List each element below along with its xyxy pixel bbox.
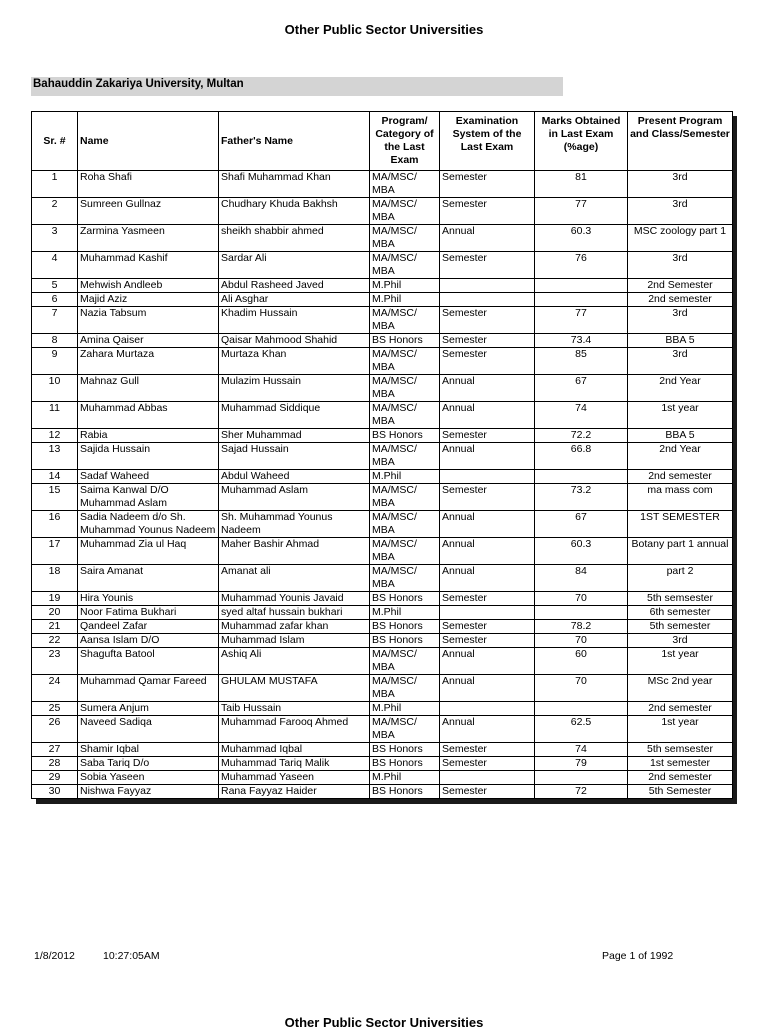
cell-program: BS Honors [370,634,440,648]
table-row [32,511,733,538]
cell-program: M.Phil [370,293,440,307]
table-row [32,538,733,565]
table-row [32,279,733,293]
cell-name: Amina Qaiser [78,334,219,348]
cell-exam-system: Semester [440,171,535,198]
cell-name: Naveed Sadiqa [78,716,219,743]
table-row [32,198,733,225]
cell-present-program: 2nd semester [628,702,733,716]
cell-father-name: Muhammad Siddique [219,402,370,429]
cell-sr: 9 [32,348,78,375]
cell-program: MA/MSC/ MBA [370,716,440,743]
cell-marks: 76 [535,252,628,279]
cell-sr: 21 [32,620,78,634]
table-row [32,443,733,470]
cell-exam-system: Annual [440,375,535,402]
cell-father-name: GHULAM MUSTAFA [219,675,370,702]
cell-name: Muhammad Zia ul Haq [78,538,219,565]
cell-name: Aansa Islam D/O [78,634,219,648]
cell-exam-system: Semester [440,252,535,279]
cell-program: MA/MSC/ MBA [370,252,440,279]
cell-sr: 15 [32,484,78,511]
cell-program: M.Phil [370,702,440,716]
table-row [32,648,733,675]
cell-father-name: Taib Hussain [219,702,370,716]
cell-sr: 26 [32,716,78,743]
cell-marks: 62.5 [535,716,628,743]
cell-sr: 2 [32,198,78,225]
table-row [32,702,733,716]
cell-marks [535,470,628,484]
cell-program: BS Honors [370,757,440,771]
cell-exam-system: Annual [440,716,535,743]
cell-sr: 3 [32,225,78,252]
cell-exam-system: Annual [440,511,535,538]
table-row [32,470,733,484]
header-father-name: Father's Name [219,112,370,171]
cell-program: MA/MSC/ MBA [370,225,440,252]
cell-present-program: 3rd [628,198,733,225]
cell-name: Muhammad Abbas [78,402,219,429]
cell-marks: 70 [535,675,628,702]
cell-marks: 74 [535,402,628,429]
table-row [32,293,733,307]
cell-name: Shagufta Batool [78,648,219,675]
cell-program: MA/MSC/ MBA [370,402,440,429]
cell-marks [535,771,628,785]
header-marks: Marks Obtained in Last Exam (%age) [535,112,628,171]
cell-sr: 1 [32,171,78,198]
cell-exam-system [440,293,535,307]
cell-father-name: Ashiq Ali [219,648,370,675]
cell-program: M.Phil [370,470,440,484]
cell-marks: 78.2 [535,620,628,634]
next-page-title: Other Public Sector Universities [284,1015,484,1030]
cell-exam-system [440,702,535,716]
cell-exam-system: Semester [440,198,535,225]
cell-marks: 60 [535,648,628,675]
footer-page-number: Page 1 of 1992 [602,950,674,962]
cell-sr: 24 [32,675,78,702]
cell-marks: 77 [535,307,628,334]
cell-sr: 4 [32,252,78,279]
cell-present-program: 2nd Year [628,443,733,470]
cell-father-name: Mulazim Hussain [219,375,370,402]
footer-time: 10:27:05AM [103,950,160,962]
cell-present-program: BBA 5 [628,334,733,348]
cell-father-name: Ali Asghar [219,293,370,307]
table-row [32,565,733,592]
cell-marks: 66.8 [535,443,628,470]
cell-father-name: Sajad Hussain [219,443,370,470]
cell-marks: 67 [535,375,628,402]
table-row [32,307,733,334]
cell-name: Noor Fatima Bukhari [78,606,219,620]
cell-father-name: Murtaza Khan [219,348,370,375]
table-row [32,634,733,648]
cell-program: BS Honors [370,743,440,757]
cell-program: MA/MSC/ MBA [370,565,440,592]
cell-sr: 14 [32,470,78,484]
cell-name: Saira Amanat [78,565,219,592]
cell-name: Sumera Anjum [78,702,219,716]
cell-present-program: 3rd [628,348,733,375]
cell-father-name: Chudhary Khuda Bakhsh [219,198,370,225]
cell-program: BS Honors [370,334,440,348]
table-row [32,225,733,252]
cell-father-name: Muhammad Iqbal [219,743,370,757]
cell-exam-system: Semester [440,743,535,757]
cell-name: Hira Younis [78,592,219,606]
cell-program: MA/MSC/ MBA [370,198,440,225]
cell-sr: 30 [32,785,78,799]
cell-program: M.Phil [370,771,440,785]
cell-program: MA/MSC/ MBA [370,675,440,702]
cell-marks: 72 [535,785,628,799]
cell-father-name: sheikh shabbir ahmed [219,225,370,252]
students-table-wrapper [31,111,733,799]
cell-program: MA/MSC/ MBA [370,484,440,511]
cell-name: Muhammad Kashif [78,252,219,279]
cell-marks: 72.2 [535,429,628,443]
cell-present-program: 2nd semester [628,771,733,785]
cell-name: Roha Shafi [78,171,219,198]
cell-sr: 13 [32,443,78,470]
cell-present-program: part 2 [628,565,733,592]
cell-marks [535,293,628,307]
cell-sr: 17 [32,538,78,565]
cell-name: Sadaf Waheed [78,470,219,484]
cell-present-program: MSC zoology part 1 [628,225,733,252]
cell-father-name: Amanat ali [219,565,370,592]
cell-present-program: 3rd [628,634,733,648]
cell-present-program: 2nd semester [628,470,733,484]
cell-present-program: 3rd [628,307,733,334]
cell-name: Zahara Murtaza [78,348,219,375]
table-row [32,743,733,757]
table-row [32,606,733,620]
cell-program: MA/MSC/ MBA [370,648,440,675]
cell-exam-system: Semester [440,334,535,348]
footer-date: 1/8/2012 [34,950,75,962]
table-row [32,716,733,743]
cell-marks: 77 [535,198,628,225]
cell-present-program: 5th semester [628,620,733,634]
table-row [32,429,733,443]
cell-exam-system: Semester [440,484,535,511]
table-row [32,785,733,799]
cell-exam-system: Semester [440,348,535,375]
cell-name: Muhammad Qamar Fareed [78,675,219,702]
cell-name: Nazia Tabsum [78,307,219,334]
cell-program: MA/MSC/ MBA [370,375,440,402]
cell-marks: 67 [535,511,628,538]
cell-present-program: 2nd semester [628,293,733,307]
students-table [31,111,733,799]
cell-father-name: Muhammad Yaseen [219,771,370,785]
cell-exam-system: Semester [440,592,535,606]
cell-marks [535,606,628,620]
table-body [32,171,733,799]
cell-name: Majid Aziz [78,293,219,307]
cell-program: BS Honors [370,785,440,799]
header-name: Name [78,112,219,171]
cell-present-program: ma mass com [628,484,733,511]
cell-exam-system [440,279,535,293]
table-row [32,375,733,402]
cell-father-name: Abdul Rasheed Javed [219,279,370,293]
cell-father-name: Shafi Muhammad Khan [219,171,370,198]
cell-present-program: 2nd Semester [628,279,733,293]
cell-father-name: Abdul Waheed [219,470,370,484]
cell-present-program: 3rd [628,252,733,279]
cell-sr: 23 [32,648,78,675]
cell-name: Saima Kanwal D/O Muhammad Aslam [78,484,219,511]
cell-present-program: 1st year [628,402,733,429]
cell-marks: 79 [535,757,628,771]
cell-exam-system: Semester [440,307,535,334]
cell-name: Sobia Yaseen [78,771,219,785]
cell-program: MA/MSC/ MBA [370,538,440,565]
cell-sr: 12 [32,429,78,443]
cell-sr: 27 [32,743,78,757]
cell-exam-system [440,470,535,484]
cell-present-program: MSc 2nd year [628,675,733,702]
cell-sr: 11 [32,402,78,429]
table-row [32,334,733,348]
cell-marks: 84 [535,565,628,592]
cell-exam-system: Semester [440,757,535,771]
cell-exam-system: Semester [440,620,535,634]
cell-exam-system: Annual [440,402,535,429]
header-sr: Sr. # [32,112,78,171]
cell-present-program: 5th Semester [628,785,733,799]
cell-program: MA/MSC/ MBA [370,171,440,198]
cell-exam-system: Annual [440,225,535,252]
header-present-program: Present Program and Class/Semester [628,112,733,171]
cell-father-name: Sher Muhammad [219,429,370,443]
cell-name: Qandeel Zafar [78,620,219,634]
cell-sr: 18 [32,565,78,592]
cell-present-program: 2nd Year [628,375,733,402]
table-row [32,757,733,771]
cell-name: Zarmina Yasmeen [78,225,219,252]
cell-program: MA/MSC/ MBA [370,511,440,538]
cell-father-name: Muhammad Islam [219,634,370,648]
cell-present-program: BBA 5 [628,429,733,443]
cell-exam-system: Semester [440,634,535,648]
cell-present-program: Botany part 1 annual [628,538,733,565]
cell-marks: 85 [535,348,628,375]
cell-exam-system: Semester [440,429,535,443]
cell-marks: 60.3 [535,225,628,252]
table-row [32,592,733,606]
cell-marks: 73.2 [535,484,628,511]
header-program: Program/ Category of the Last Exam [370,112,440,171]
cell-father-name: Muhammad Farooq Ahmed [219,716,370,743]
cell-exam-system: Annual [440,675,535,702]
cell-exam-system: Annual [440,538,535,565]
cell-father-name: Rana Fayyaz Haider [219,785,370,799]
cell-present-program: 5th semsester [628,592,733,606]
table-row [32,675,733,702]
cell-father-name: Muhammad Younis Javaid [219,592,370,606]
header-exam-system: Examination System of the Last Exam [440,112,535,171]
cell-sr: 6 [32,293,78,307]
cell-marks: 70 [535,592,628,606]
cell-program: M.Phil [370,279,440,293]
table-row [32,252,733,279]
cell-sr: 20 [32,606,78,620]
cell-father-name: Muhammad Aslam [219,484,370,511]
cell-program: MA/MSC/ MBA [370,307,440,334]
cell-name: Saba Tariq D/o [78,757,219,771]
cell-sr: 28 [32,757,78,771]
cell-program: BS Honors [370,429,440,443]
cell-exam-system: Annual [440,565,535,592]
cell-exam-system: Annual [440,443,535,470]
cell-sr: 29 [32,771,78,785]
cell-present-program: 1st semester [628,757,733,771]
cell-exam-system [440,771,535,785]
cell-father-name: Maher Bashir Ahmad [219,538,370,565]
cell-program: BS Honors [370,592,440,606]
cell-sr: 8 [32,334,78,348]
cell-marks: 70 [535,634,628,648]
cell-marks: 81 [535,171,628,198]
cell-name: Sajida Hussain [78,443,219,470]
cell-sr: 16 [32,511,78,538]
cell-present-program: 5th semsester [628,743,733,757]
cell-present-program: 1st year [628,648,733,675]
cell-father-name: Muhammad zafar khan [219,620,370,634]
cell-name: Rabia [78,429,219,443]
table-header-row [32,112,733,171]
cell-father-name: Khadim Hussain [219,307,370,334]
cell-present-program: 1st year [628,716,733,743]
cell-father-name: syed altaf hussain bukhari [219,606,370,620]
cell-name: Mahnaz Gull [78,375,219,402]
cell-program: M.Phil [370,606,440,620]
university-name: Bahauddin Zakariya University, Multan [31,77,563,96]
table-row [32,171,733,198]
table-row [32,620,733,634]
cell-name: Sumreen Gullnaz [78,198,219,225]
cell-name: Sadia Nadeem d/o Sh. Muhammad Younus Nadeem [78,511,219,538]
table-row [32,402,733,429]
cell-program: MA/MSC/ MBA [370,443,440,470]
cell-present-program: 3rd [628,171,733,198]
table-row [32,348,733,375]
cell-exam-system [440,606,535,620]
cell-marks: 60.3 [535,538,628,565]
cell-sr: 7 [32,307,78,334]
cell-exam-system: Semester [440,785,535,799]
cell-sr: 25 [32,702,78,716]
cell-present-program: 6th semester [628,606,733,620]
cell-program: BS Honors [370,620,440,634]
cell-sr: 22 [32,634,78,648]
cell-marks [535,702,628,716]
cell-exam-system: Annual [440,648,535,675]
cell-program: MA/MSC/ MBA [370,348,440,375]
cell-name: Mehwish Andleeb [78,279,219,293]
cell-sr: 10 [32,375,78,402]
table-row [32,484,733,511]
cell-marks: 74 [535,743,628,757]
cell-sr: 5 [32,279,78,293]
cell-name: Nishwa Fayyaz [78,785,219,799]
cell-sr: 19 [32,592,78,606]
cell-father-name: Muhammad Tariq Malik [219,757,370,771]
cell-father-name: Qaisar Mahmood Shahid [219,334,370,348]
table-row [32,771,733,785]
cell-father-name: Sardar Ali [219,252,370,279]
page-title: Other Public Sector Universities [284,22,484,37]
cell-father-name: Sh. Muhammad Younus Nadeem [219,511,370,538]
cell-marks: 73.4 [535,334,628,348]
cell-present-program: 1ST SEMESTER [628,511,733,538]
cell-marks [535,279,628,293]
cell-name: Shamir Iqbal [78,743,219,757]
